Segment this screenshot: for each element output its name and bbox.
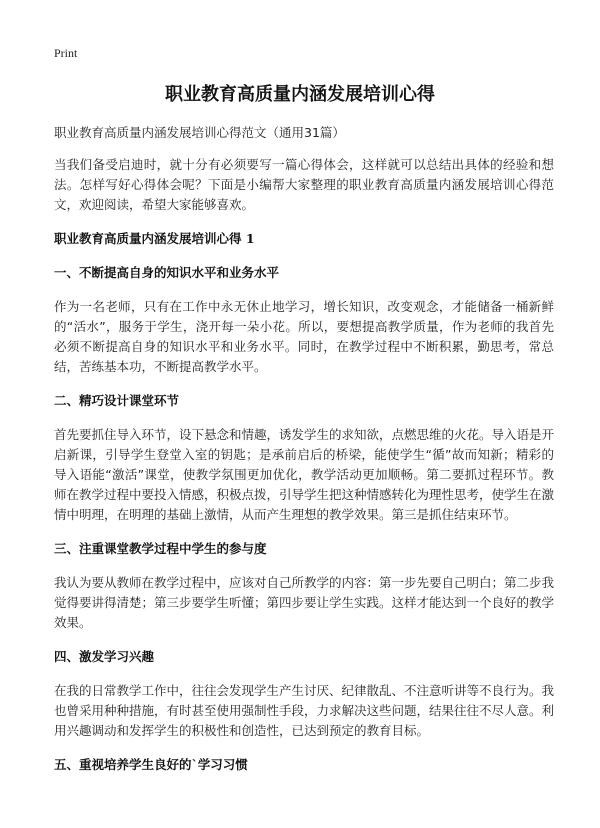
section-heading-4: 四、激发学习兴趣 <box>54 649 155 664</box>
section-heading-3: 三、注重课堂教学过程中学生的参与度 <box>54 541 267 556</box>
section-body-1: 作为一名老师，只有在工作中永无休止地学习，增长知识，改变观念，才能储备一桶新鲜的“活水”，服务于学生，浇开每一朵小花。所以，要想提高教学质量，作为老师的我首先必须不断提高自身的知识水平和业务水平。同时，在教学过程中不断积累，勤思考，常总结，苦练基本功，不断提高教学水平。 <box>54 299 554 374</box>
document-title: 职业教育高质量内涵发展培训心得 <box>165 84 435 105</box>
section-body-3: 我认为要从教师在教学过程中，应该对自己所教学的内容：第一步先要自己明白；第二步我觉得要讲得清楚；第三步要学生听懂；第四步要让学生实践。这样才能达到一个良好的教学效果。 <box>54 575 555 630</box>
print-link[interactable]: Print <box>54 46 78 60</box>
intro-paragraph: 当我们备受启迪时，就十分有必须要写一篇心得体会，这样就可以总结出具体的经验和想法。怎样写好心得体会呢？下面是小编帮大家整理的职业教育高质量内涵发展培训心得范文，欢迎阅读，希望大家能够喜欢。 <box>54 157 554 212</box>
section-heading-1: 一、不断提高自身的知识水平和业务水平 <box>54 265 280 280</box>
section-body-4: 在我的日常教学工作中，往往会发现学生产生讨厌、纪律散乱、不注意听讲等不良行为。我也曾采用种种措施，有时甚至使用强制性手段，力求解决这些问题，结果往往不尽人意。利用兴趣调动和发挥学生的积极性和创造性，已达到预定的教育目标。 <box>54 683 555 738</box>
section-heading-5: 五、重视培养学生良好的`学习习惯 <box>54 757 248 772</box>
section-heading-2: 二、精巧设计课堂环节 <box>54 393 180 408</box>
section-body-2: 首先要抓住导入环节，设下悬念和情趣，诱发学生的求知欲，点燃思维的火花。导入语是开启新课，引导学生登堂入室的钥匙；是承前启后的桥梁，能使学生“循”故而知新；精彩的导入语能“激活”课堂，使教学氛围更加优化，教学活动更加顺畅。第二要抓过程环节。教师在教学过程中要投入情感，积极点拨，引导学生把这种情感转化为理性思考，使学生在激情中明理，在明理的基础上激情，从而产生理想的教学效果。第三是抓住结束环节。 <box>54 427 555 522</box>
document-content <box>54 122 554 789</box>
document-subtitle: 职业教育高质量内涵发展培训心得范文（通用31篇） <box>54 125 345 140</box>
article-heading: 职业教育高质量内涵发展培训心得 1 <box>54 231 255 246</box>
